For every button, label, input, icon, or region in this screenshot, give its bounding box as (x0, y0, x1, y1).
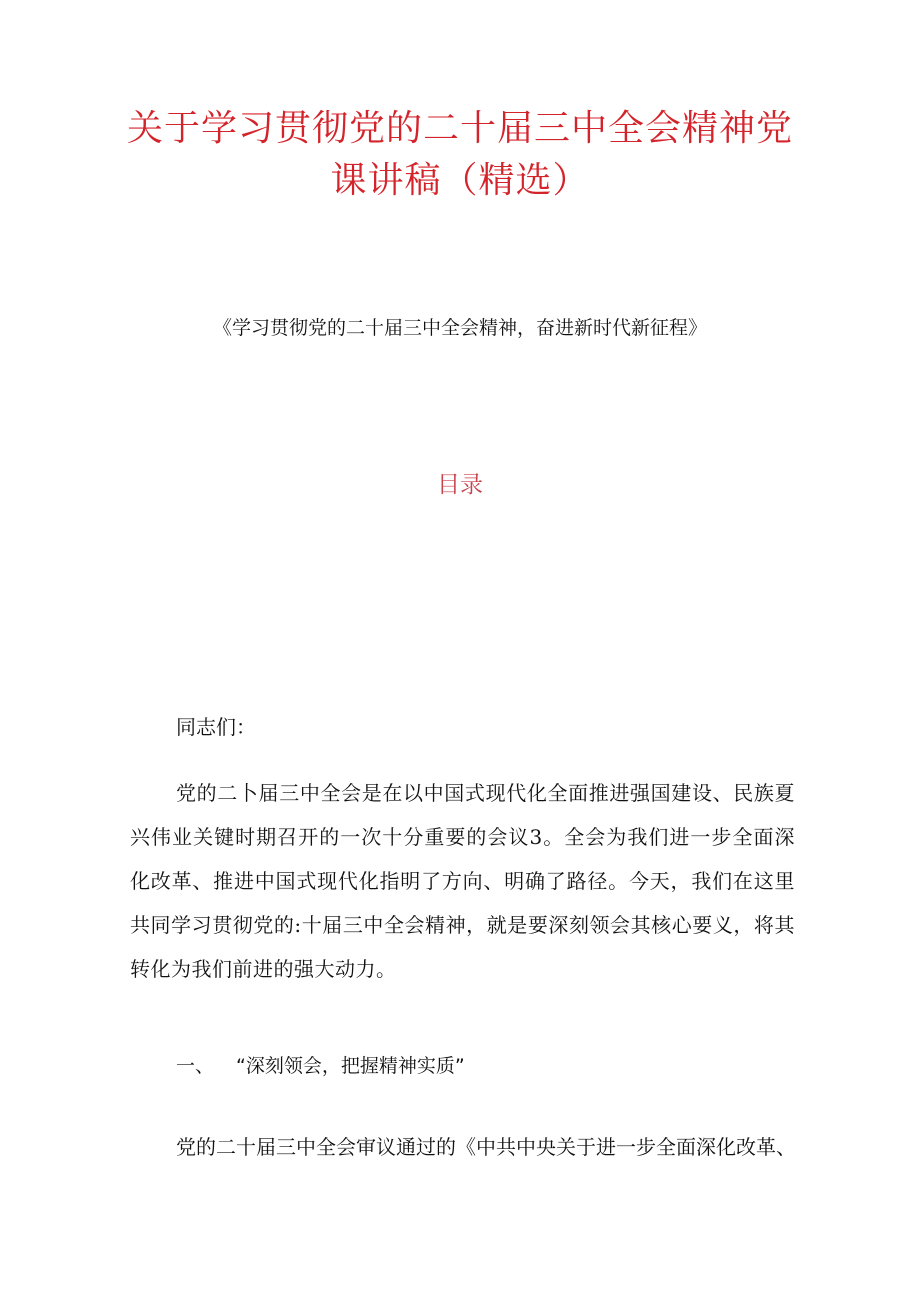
document-subtitle: 《学习贯彻党的二十届三中全会精神，奋进新时代新征程》 (212, 317, 707, 339)
paragraph-1: 党的二卜届三中全会是在以中国式现代化全面推进强国建设、民族夏兴伟业关键时期召开的一次十分重要的会议3。全会为我们进一步全面深化改革、推进中国式现代化指明了方向、明确了路径。今天，我们在这里共同学习贯彻党的:十届三中全会精神，就是要深刻领会其核心要义，将其转化为我们前进的强大动力。 (130, 781, 795, 981)
section-number: 一、 (176, 1055, 215, 1077)
section-title: “深刻领会，把握精神实质” (236, 1055, 465, 1077)
greeting: 同志们： (176, 715, 256, 739)
paragraph-2: 党的二十届三中全会审议通过的《中共中央关于进一步全面深化改革、 (176, 1135, 796, 1159)
section-heading-1 (176, 1051, 465, 1078)
document-title-line2: 课讲稿（精选） (330, 160, 590, 201)
toc-heading: 目录 (437, 472, 483, 498)
document-title-line1: 关于学习贯彻党的二十届三中全会精神党 (126, 108, 793, 149)
